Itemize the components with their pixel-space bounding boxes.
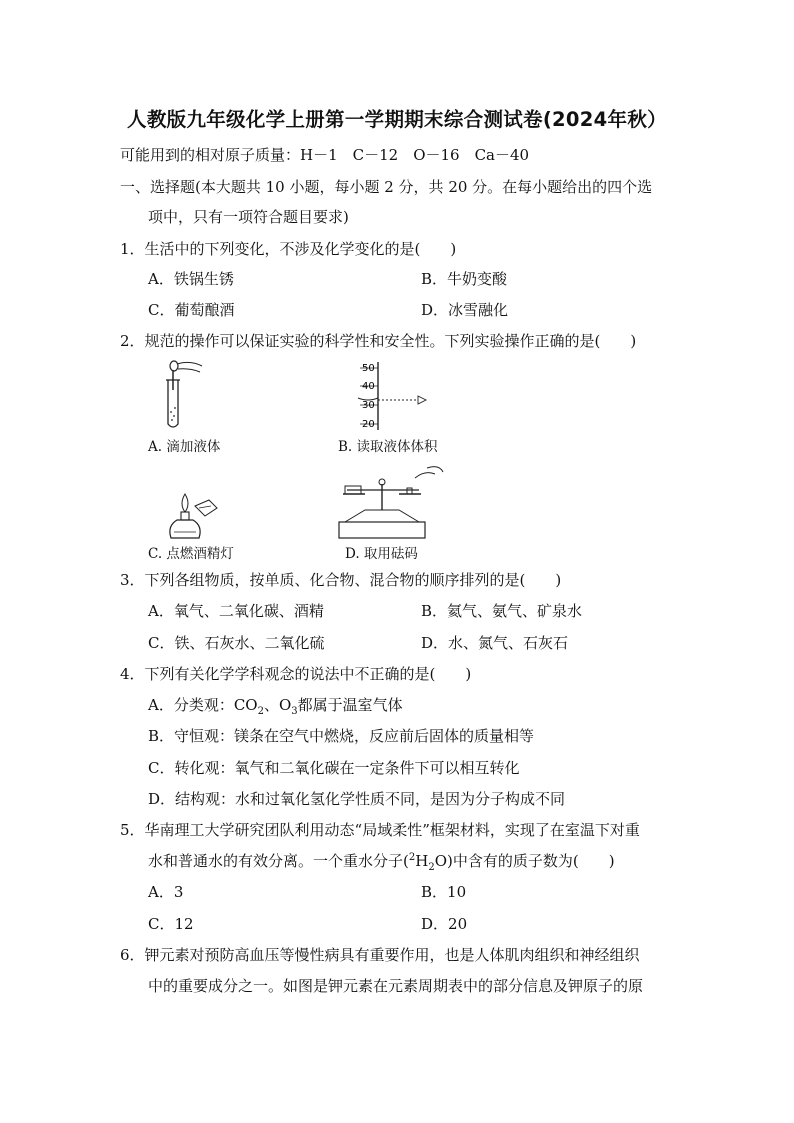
question-1-option-a[interactable]: A．铁锅生锈: [148, 270, 234, 288]
page-title: 人教版九年级化学上册第一学期期末综合测试卷(2024年秋）: [127, 108, 667, 131]
cylinder-tick-label: 50: [362, 363, 375, 374]
question-4-stem: 4．下列有关化学学科观念的说法中不正确的是( ): [120, 665, 472, 683]
question-4-option-a[interactable]: A．分类观：$CO_2$、$O_3$都属于温室气体: [148, 696, 403, 717]
figure-caption-a: A. 滴加液体: [148, 439, 221, 455]
question-1-option-c[interactable]: C．葡萄酿酒: [148, 301, 235, 319]
question-4-option-c[interactable]: C．转化观：氧气和二氧化碳在一定条件下可以相互转化: [148, 759, 520, 777]
question-1-option-b[interactable]: B．牛奶变酸: [421, 270, 508, 288]
section-heading-line1: 一、选择题(本大题共 10 小题，每小题 2 分，共 20 分。在每小题给出的四个选: [120, 178, 653, 196]
figure-caption-c: C. 点燃酒精灯: [148, 546, 234, 562]
alcohol-lamp-figure: [165, 486, 225, 542]
question-3-stem: 3．下列各组物质，按单质、化合物、混合物的顺序排列的是( ): [120, 571, 562, 589]
question-1-option-d[interactable]: D．冰雪融化: [421, 301, 509, 319]
atomic-masses-note: 可能用到的相对原子质量：H－1 C－12 O－16 Ca－40: [120, 146, 530, 164]
figure-caption-d: D. 取用砝码: [345, 546, 418, 562]
graduated-cylinder-figure: [356, 362, 436, 430]
question-1-stem: 1．生活中的下列变化，不涉及化学变化的是( ): [120, 240, 457, 258]
cylinder-tick-label: 20: [362, 419, 375, 430]
section-heading-line2: 项中，只有一项符合题目要求): [148, 208, 349, 226]
question-2-stem: 2．规范的操作可以保证实验的科学性和安全性。下列实验操作正确的是( ): [120, 332, 637, 350]
question-3-option-c[interactable]: C．铁、石灰水、二氧化硫: [148, 634, 325, 652]
question-5-stem-line1: 5．华南理工大学研究团队利用动态“局域柔性”框架材料，实现了在室温下对重: [120, 821, 640, 839]
question-4-option-b[interactable]: B．守恒观：镁条在空气中燃烧，反应前后固体的质量相等: [148, 727, 535, 745]
question-5-option-a[interactable]: A．3: [148, 883, 184, 901]
figure-caption-b: B. 读取液体体积: [338, 439, 438, 455]
balance-scale-figure: [335, 466, 445, 542]
question-6-stem-line1: 6．钾元素对预防高血压等慢性病具有重要作用，也是人体肌肉组织和神经组织: [120, 946, 640, 964]
dropper-test-tube-figure: [160, 360, 220, 430]
cylinder-tick-label: 40: [362, 381, 375, 392]
question-5-option-b[interactable]: B．10: [421, 883, 467, 901]
question-5-option-c[interactable]: C．12: [148, 915, 194, 933]
question-4-option-d[interactable]: D．结构观：水和过氧化氢化学性质不同，是因为分子构成不同: [148, 790, 566, 808]
question-3-option-a[interactable]: A．氧气、二氧化碳、酒精: [148, 602, 324, 620]
cylinder-tick-label: 30: [362, 400, 375, 411]
question-5-stem-line2: 水和普通水的有效分离。一个重水分子$(^2H_2O)$中含有的质子数为( ): [148, 852, 615, 873]
question-3-option-b[interactable]: B．氦气、氨气、矿泉水: [421, 602, 583, 620]
question-3-option-d[interactable]: D．水、氮气、石灰石: [421, 634, 569, 652]
question-5-option-d[interactable]: D．20: [421, 915, 468, 933]
question-6-stem-line2: 中的重要成分之一。如图是钾元素在元素周期表中的部分信息及钾原子的原: [148, 977, 644, 995]
